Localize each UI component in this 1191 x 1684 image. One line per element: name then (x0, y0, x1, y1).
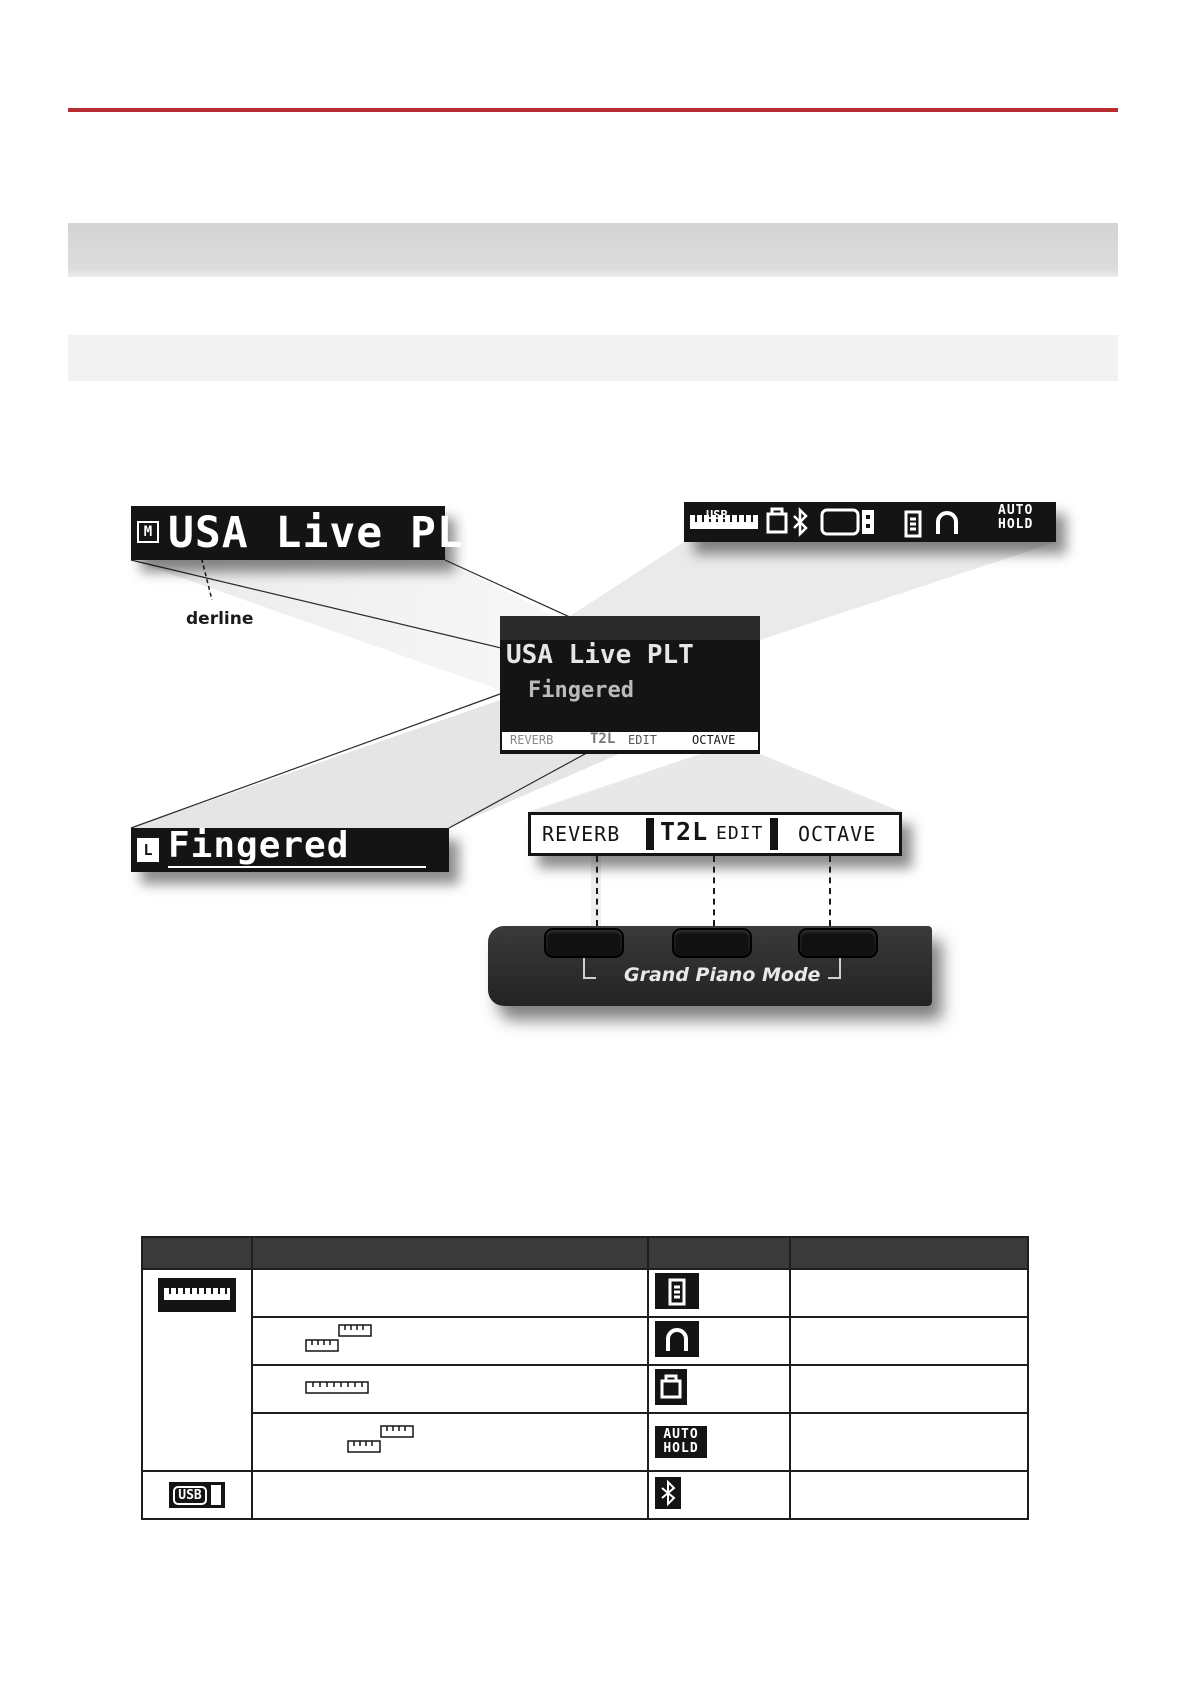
description-cell (790, 1413, 1028, 1471)
reverb-label: REVERB (542, 822, 621, 846)
center-t2l: T2L (590, 731, 616, 747)
edit-label: EDIT (716, 823, 764, 844)
header-cell (790, 1237, 1028, 1269)
auto-hold-line1: AUTO (998, 503, 1034, 518)
lock-icon (655, 1369, 687, 1405)
keyboard-icon (158, 1278, 236, 1312)
center-reverb: REVERB (510, 733, 554, 747)
center-edit: EDIT (628, 733, 657, 747)
chord-mode-text: Fingered (168, 825, 350, 866)
connector-2 (713, 856, 715, 926)
usb-plug (862, 510, 874, 534)
auto-hold-line2: HOLD (663, 1441, 699, 1456)
header-cell (648, 1237, 790, 1269)
table-row (142, 1269, 1028, 1317)
table-header (142, 1237, 1028, 1269)
icon-table (141, 1236, 1029, 1520)
description-cell (252, 1471, 648, 1519)
center-tone: USA Live PLT (506, 640, 694, 670)
header-cell (142, 1237, 252, 1269)
description-cell (252, 1269, 648, 1317)
full-keyboard-icon (305, 1381, 371, 1395)
underline-callout: derline (186, 609, 254, 629)
usb-icon-cell (142, 1471, 252, 1519)
t2l-label: T2L (660, 817, 709, 846)
usb-frame (822, 510, 858, 534)
description-cell (790, 1317, 1028, 1365)
usb-icon (169, 1482, 224, 1508)
connector-3 (829, 856, 831, 926)
description-cell (790, 1365, 1028, 1413)
octave-label: OCTAVE (798, 822, 877, 846)
header-cell (252, 1237, 648, 1269)
headphones-icon (938, 513, 956, 534)
table-row (142, 1317, 1028, 1365)
table-row (142, 1365, 1028, 1413)
auto-hold-icon-cell (648, 1413, 790, 1471)
table-row (142, 1413, 1028, 1471)
auto-hold-icon (655, 1426, 707, 1458)
lock-icon (768, 509, 786, 532)
center-chord: Fingered (528, 678, 634, 703)
lock-icon-cell (648, 1365, 790, 1413)
keyboard-mode-cell (142, 1269, 252, 1471)
battery-icon-cell (648, 1269, 790, 1317)
bluetooth-icon (655, 1477, 681, 1509)
usb-plug (211, 1485, 221, 1505)
center-display (500, 616, 760, 754)
divider-2 (770, 818, 778, 850)
function-button-3[interactable] (798, 928, 878, 958)
headphones-icon (655, 1321, 699, 1357)
headphones-icon-cell (648, 1317, 790, 1365)
battery-icon (655, 1273, 699, 1309)
description-cell (790, 1471, 1028, 1519)
divider-1 (646, 818, 654, 850)
center-status-row (500, 616, 760, 640)
usb-icon-label: USB (173, 1486, 206, 1505)
main-part-icon: M (137, 521, 159, 543)
chord-underline (168, 866, 426, 868)
function-button-2[interactable] (672, 928, 752, 958)
grand-piano-mode-label: Grand Piano Mode (624, 964, 821, 986)
usb-label: USB (706, 508, 728, 522)
layer-keyboard-cell (252, 1413, 648, 1471)
auto-hold-label (998, 504, 1033, 532)
split-keyboard-cell (252, 1317, 648, 1365)
split-keyboard-icon (305, 1324, 373, 1354)
auto-hold-line2: HOLD (998, 517, 1034, 532)
bluetooth-icon (794, 510, 806, 534)
lower-part-icon: L (137, 838, 159, 862)
bluetooth-icon-cell (648, 1471, 790, 1519)
description-cell (790, 1269, 1028, 1317)
tone-name-text: USA Live PLT (168, 508, 491, 558)
layer-keyboard-icon (347, 1425, 415, 1455)
auto-hold-line1: AUTO (663, 1427, 699, 1442)
full-keyboard-cell (252, 1365, 648, 1413)
center-octave: OCTAVE (692, 733, 736, 747)
function-button-1[interactable] (544, 928, 624, 958)
table-row (142, 1471, 1028, 1519)
connector-1 (596, 856, 598, 926)
battery-icon (906, 512, 920, 536)
